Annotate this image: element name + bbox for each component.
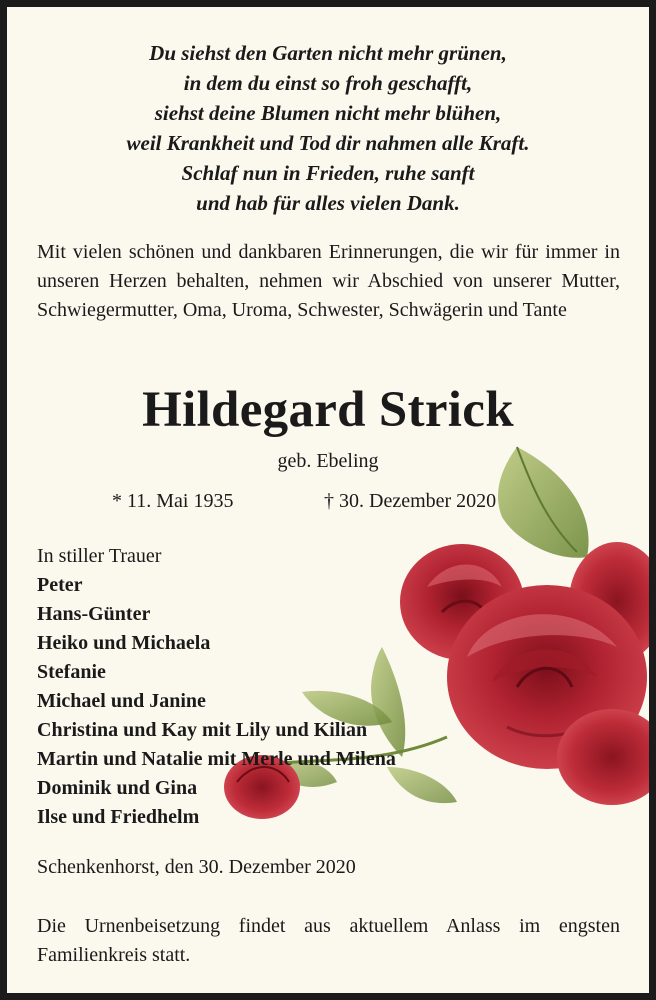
mourner-name: Michael und Janine: [37, 690, 206, 712]
leaf: [498, 447, 589, 558]
burial-notice: Die Urnenbeisetzung findet aus aktuellem Anlass im engsten Familienkreis statt.: [37, 915, 620, 966]
intro-paragraph: Mit vielen schönen und dankbaren Erinnerungen, die wir für immer in unseren Herzen behalten, nehmen wir Abschied von unserer Mutter, Schwiegermutter, Oma, Uroma, Schwester, Schwägerin und Tante: [37, 241, 620, 321]
mourner-name: Peter: [37, 574, 83, 596]
poem-line: siehst deine Blumen nicht mehr blühen,: [154, 101, 502, 125]
mourner-name: Heiko und Michaela: [37, 632, 211, 654]
place-and-date: Schenkenhorst, den 30. Dezember 2020: [37, 856, 356, 878]
death-date: † 30. Dezember 2020: [324, 490, 497, 512]
memorial-poem: [7, 38, 649, 218]
mourning-label: In stiller Trauer: [37, 545, 162, 567]
leaf: [387, 767, 457, 803]
poem-line: Du siehst den Garten nicht mehr grünen,: [149, 41, 507, 65]
mourners-list: [37, 542, 396, 832]
poem-line: und hab für alles vielen Dank.: [196, 191, 460, 215]
mourner-name: Martin und Natalie mit Merle und Milena: [37, 748, 396, 770]
mourner-name: Ilse und Friedhelm: [37, 806, 200, 828]
mourner-name: Stefanie: [37, 661, 106, 683]
poem-line: weil Krankheit und Tod dir nahmen alle Kraft.: [126, 131, 530, 155]
birth-date: * 11. Mai 1935: [112, 490, 234, 512]
poem-line: Schlaf nun in Frieden, ruhe sanft: [181, 161, 475, 185]
mourner-name: Hans-Günter: [37, 603, 151, 625]
birth-name: geb. Ebeling: [277, 450, 379, 472]
deceased-name: Hildegard Strick: [142, 382, 514, 438]
mourner-name: Dominik und Gina: [37, 777, 198, 799]
mourner-name: Christina und Kay mit Lily und Kilian: [37, 719, 368, 741]
poem-line: in dem du einst so froh geschafft,: [183, 71, 473, 95]
